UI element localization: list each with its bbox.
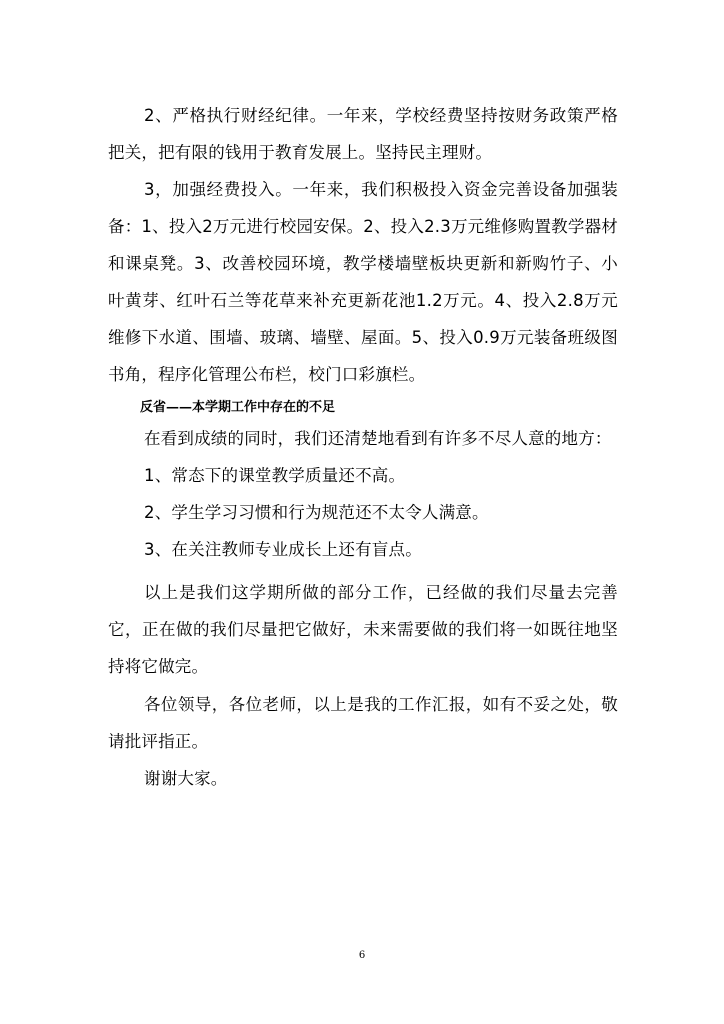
paragraph-thanks: 谢谢大家。 xyxy=(144,769,228,788)
paragraph-summary: 以上是我们这学期所做的部分工作，已经做的我们尽量去完善它，正在做的我们尽量把它做好，未来需要做的我们将一如既往地坚持将它做完。 xyxy=(108,583,618,676)
paragraph-closing-request: 各位领导，各位老师，以上是我的工作汇报，如有不妥之处，敬请批评指正。 xyxy=(108,695,618,751)
section-heading: 反省——本学期工作中存在的不足 xyxy=(140,400,336,415)
page-number: 6 xyxy=(358,950,366,961)
paragraph-funding-investment: 3，加强经费投入。一年来，我们积极投入资金完善设备加强装备：1、投入2万元进行校园安保。2、投入2.3万元维修购置教学器材和课桌凳。3、改善校园环境，教学楼墙壁板块更新和新购竹子、小叶黄芽、红叶石兰等花草来补充更新花池1.2万元。4、投入2.8万元维修下水道、围墙、玻璃、墙壁、屋面。5、投入0.9万元装备班级图书角，程序化管理公布栏，校门口彩旗栏。 xyxy=(108,180,618,384)
list-item-shortcoming-1: 1、常态下的课堂教学质量还不高。 xyxy=(144,466,406,485)
paragraph-intro-shortcomings: 在看到成绩的同时，我们还清楚地看到有许多不尽人意的地方： xyxy=(144,429,612,448)
paragraph-finance-discipline: 2、严格执行财经纪律。一年来，学校经费坚持按财务政策严格把关，把有限的钱用于教育发展上。坚持民主理财。 xyxy=(108,106,618,162)
list-item-shortcoming-2: 2、学生学习习惯和行为规范还不太令人满意。 xyxy=(144,503,489,522)
list-item-shortcoming-3: 3、在关注教师专业成长上还有盲点。 xyxy=(144,540,422,559)
